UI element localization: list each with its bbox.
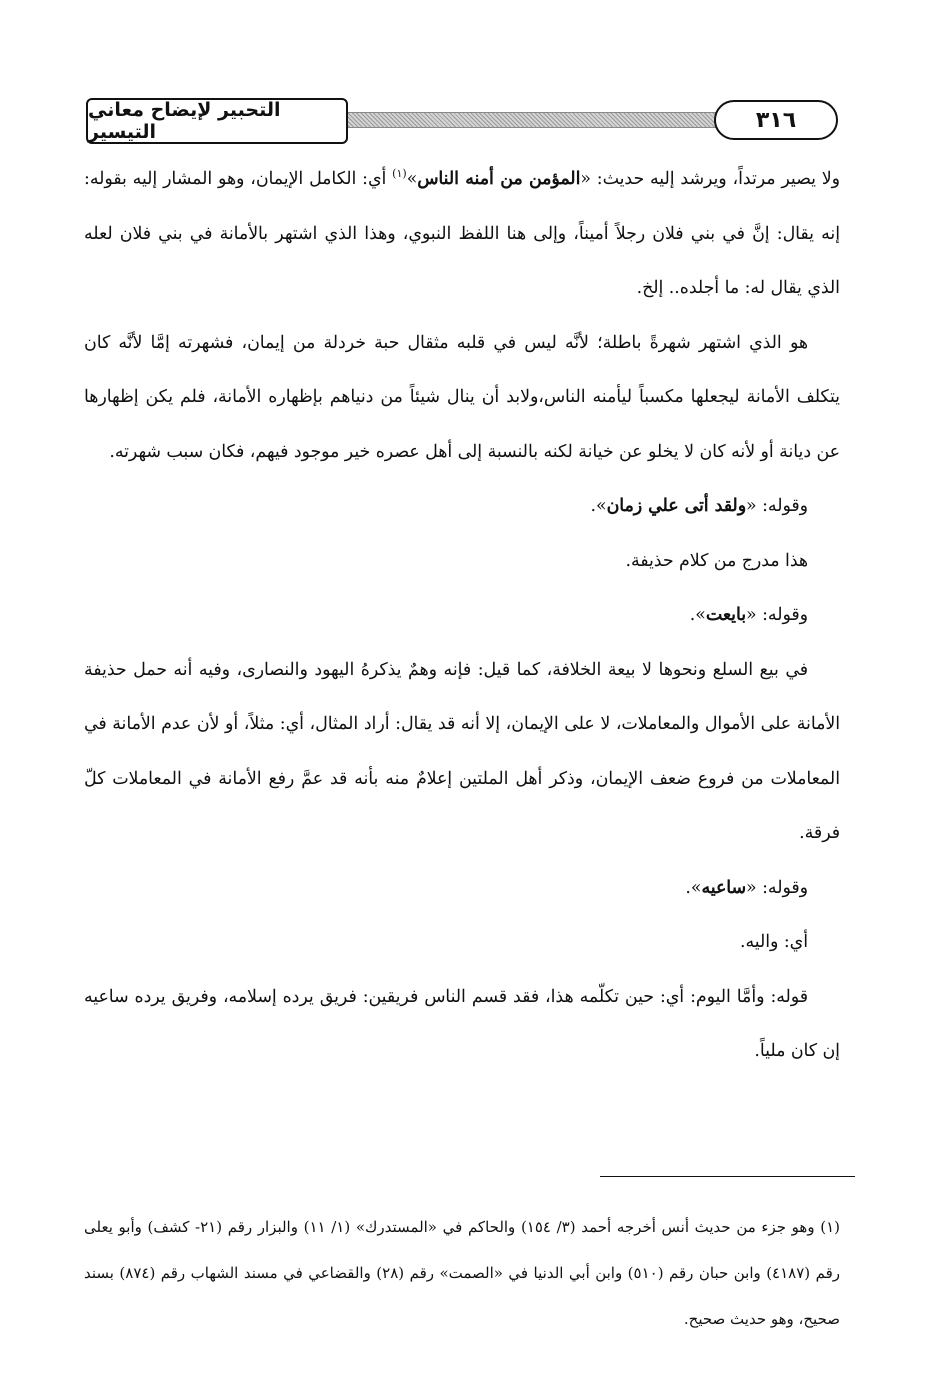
text-run: وقوله: «: [746, 605, 808, 625]
paragraph: في بيع السلع ونحوها لا بيعة الخلافة، كما قيل: فإنه وهمٌ يذكرهُ اليهود والنصارى، وفيه أنه حمل حذيفة الأمانة على الأموال والمعاملات، لا على الإيمان، إلا أنه قد يقال: أراد المثال، أي: مثلاً، أو لأن عدم الأمانة في المعاملات من فروع ضعف الإيمان، وذكر أهل الملتين إعلامٌ منه بأنه قد عمَّ رفع الأمانة في المعاملات كلّ فرقة.: [84, 659, 840, 843]
text-run: أي: الكامل الإيمان، وهو المشار إليه بقوله: إنه يقال: إنَّ في بني فلان رجلاً أميناً، وإلى هنا اللفظ النبوي، وهذا الذي اشتهر بالأمانة في بني فلان لعله الذي يقال له: ما أجلده.. إلخ.: [84, 169, 840, 298]
hadith-quote: ولقد أتى علي زمان: [606, 496, 747, 516]
footnote-ref: (١): [392, 167, 407, 181]
paragraph: هو الذي اشتهر شهرةً باطلة؛ لأنَّه ليس في قلبه مثقال حبة خردلة من إيمان، فشهرته إمَّا لأنَّه كان يتكلف الأمانة ليجعلها مكسباً ليأمنه الناس،ولابد أن ينال شيئاً من دنياهم بإظهاره الأمانة، فلم يكن إظهارها عن ديانة أو لأنه كان لا يخلو عن خيانة لكنه بالنسبة إلى أهل عصره خير موجود فيهم، فكان سبب شهرته.: [84, 332, 840, 462]
paragraph: [84, 152, 840, 316]
text-run: ».: [590, 496, 607, 516]
paragraph: [84, 479, 840, 534]
paragraph: أي: واليه.: [739, 932, 808, 952]
paragraph: [84, 861, 840, 916]
footnotes: [84, 1204, 840, 1342]
text-run: وقوله: «: [746, 877, 808, 898]
hadith-quote: ساعيه: [701, 877, 747, 898]
footnote: (١) وهو جزء من حديث أنس أخرجه أحمد (٣/ ١٥٤) والحاكم في «المستدرك» (١/ ١١) والبزار رقم (٢١- كشف) وأبو يعلى رقم (٤١٨٧) وابن حبان رقم (٥١٠) وابن أبي الدنيا في «الصمت» رقم (٢٨) والقضاعي في مسند الشهاب رقم (٨٧٤) بسند صحيح، وهو حديث صحيح.: [84, 1218, 840, 1328]
hadith-quote: المؤمن من أمنه الناس: [417, 169, 581, 189]
text-run: وقوله: «: [746, 496, 808, 516]
text-run: »: [406, 169, 418, 189]
page-number: ٣١٦: [714, 100, 838, 140]
paragraph: [84, 588, 840, 643]
footnote-separator: [600, 1176, 855, 1177]
main-text: [84, 152, 840, 1079]
paragraph: هذا مدرج من كلام حذيفة.: [625, 550, 808, 571]
text-run: ولا يصير مرتداً، ويرشد إليه حديث: «: [580, 169, 840, 189]
hadith-quote: بايعت: [705, 605, 747, 625]
page-header: [86, 96, 838, 146]
paragraph: قوله: وأمَّا اليوم: أي: حين تكلّمه هذا، فقد قسم الناس فريقين: فريق يرده إسلامه، وفريق يرده ساعيه إن كان ملياً.: [84, 986, 840, 1061]
text-run: ».: [689, 605, 706, 625]
book-title: التحبير لإيضاح معاني التيسير: [86, 98, 348, 144]
text-run: ».: [685, 877, 702, 898]
